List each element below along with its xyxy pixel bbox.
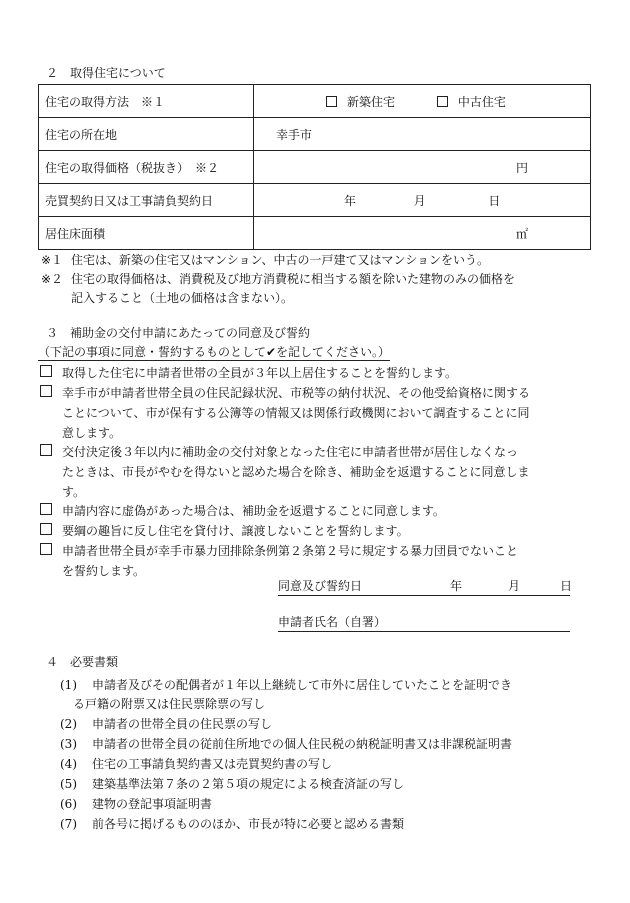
- list-item: [60, 775, 404, 792]
- list-item: [60, 676, 512, 693]
- req-text: る戸籍の附票又は住民票除票の写し: [73, 697, 266, 711]
- agree-text-1: 取得した住宅に申請者世帯の全員が３年以上居住することを誓約します。: [62, 366, 458, 380]
- sqm-unit: ㎡: [515, 226, 528, 241]
- applicant-label: 申請者氏名（自署）: [278, 615, 387, 629]
- agree-day-unit: 日: [560, 579, 573, 593]
- month-unit: 月: [413, 193, 426, 208]
- section4-heading: ４ 必要書類: [46, 655, 119, 669]
- location-field[interactable]: 幸手市: [254, 118, 591, 151]
- used-house-label: 中古住宅: [457, 94, 506, 109]
- req-num: (5): [60, 777, 77, 791]
- table-row: [39, 217, 591, 250]
- req-text: 申請者の世帯全員の住民票の写し: [92, 717, 273, 731]
- floor-area-field[interactable]: [254, 217, 591, 250]
- agree-date-label: 同意及び誓約日: [278, 579, 363, 593]
- req-text: 建物の登記事項証明書: [92, 797, 213, 811]
- agree-text-5: 要綱の趣旨に反し住宅を貸付け、譲渡しないことを誓約します。: [62, 524, 409, 538]
- agree-checkbox-2[interactable]: [40, 385, 52, 397]
- table-row: [39, 118, 591, 151]
- agree-text-6: を誓約します。: [62, 564, 146, 578]
- contract-date-label: 売買契約日又は工事請負契約日: [39, 184, 254, 217]
- note-1: [41, 251, 489, 268]
- list-item: [60, 755, 332, 772]
- list-item: [60, 735, 512, 752]
- section2-heading: ２ 取得住宅について: [46, 66, 166, 80]
- agree-text-3: 交付決定後３年以内に補助金の交付対象となった住宅に申請者世帯が居住しなくなっ: [62, 445, 519, 459]
- agree-text-6: 申請者世帯全員が幸手市暴力団排除条例第２条第２号に規定する暴力団員でないこと: [62, 544, 519, 558]
- acquisition-method-cell: [254, 85, 591, 118]
- list-item: [60, 815, 404, 832]
- req-num: (1): [60, 678, 77, 692]
- day-unit: 日: [488, 193, 501, 208]
- table-row: [39, 151, 591, 184]
- housing-table: [38, 84, 591, 250]
- agree-text-3: たときは、市長がやむを得ないと認めた場合を除き、補助金を返還することに同意しま: [62, 465, 530, 479]
- acquisition-method-label: 住宅の取得方法 ※１: [39, 85, 254, 118]
- yen-unit: 円: [515, 160, 528, 175]
- agree-text-2: ことについて、市が保有する公簿等の情報又は関係行政機関において調査することに同: [62, 406, 530, 420]
- list-item: [60, 795, 212, 812]
- new-house-label: 新築住宅: [347, 94, 396, 109]
- option-used[interactable]: [437, 93, 506, 110]
- req-num: (2): [60, 717, 77, 731]
- agree-text-4: 申請内容に虚偽があった場合は、補助金を返還することに同意します。: [62, 504, 445, 518]
- floor-area-label: 居住床面積: [39, 217, 254, 250]
- note-text: 住宅の取得価格は、消費税及び地方消費税に相当する額を除いた建物のみの価格を: [71, 272, 516, 286]
- note-text: 住宅は、新築の住宅又はマンション、中古の一戸建て又はマンションをいう。: [71, 253, 489, 267]
- agree-text-2: 幸手市が申請者世帯全員の住民記録状況、市税等の納付状況、その他受給資格に関する: [62, 386, 531, 400]
- used-house-checkbox[interactable]: [437, 96, 448, 107]
- option-new[interactable]: [326, 93, 395, 110]
- req-text: 申請者の世帯全員の従前住所地での個人住民税の納税証明書又は非課税証明書: [92, 737, 513, 751]
- note-2: [41, 270, 515, 287]
- agree-year-unit: 年: [450, 579, 463, 593]
- req-num: (6): [60, 797, 77, 811]
- agree-checkbox-4[interactable]: [40, 503, 52, 515]
- note-2-cont: [71, 289, 293, 306]
- req-num: (3): [60, 737, 77, 751]
- req-text: 住宅の工事請負契約書又は売買契約書の写し: [92, 757, 333, 771]
- list-item: [60, 715, 272, 732]
- location-label: 住宅の所在地: [39, 118, 254, 151]
- agree-checkbox-6[interactable]: [40, 543, 52, 555]
- table-row: [39, 184, 591, 217]
- applicant-signature-line[interactable]: [278, 616, 570, 632]
- agree-checkbox-3[interactable]: [40, 444, 52, 456]
- req-num: (7): [60, 817, 77, 831]
- table-row: [39, 85, 591, 118]
- req-num: (4): [60, 757, 77, 771]
- new-house-checkbox[interactable]: [326, 96, 337, 107]
- price-field[interactable]: [254, 151, 591, 184]
- req-text: 建築基準法第７条の２第５項の規定による検査済証の写し: [92, 777, 405, 791]
- section3-heading: ３ 補助金の交付申請にあたっての同意及び誓約: [46, 326, 311, 340]
- agree-text-3: す。: [62, 485, 86, 499]
- agree-text-2: 意します。: [62, 426, 122, 440]
- note-mark: ※１: [41, 253, 64, 267]
- price-label: 住宅の取得価格（税抜き） ※２: [39, 151, 254, 184]
- list-item-cont: [73, 695, 265, 712]
- note-text: 記入すること（土地の価格は含まない）。: [71, 291, 294, 305]
- year-unit: 年: [344, 193, 357, 208]
- note-mark: ※２: [41, 272, 64, 286]
- section3-instruction: （下記の事項に同意・誓約するものとして✔を記してください。）: [38, 345, 391, 359]
- agree-checkbox-5[interactable]: [40, 523, 52, 535]
- agree-month-unit: 月: [508, 579, 521, 593]
- agree-checkbox-1[interactable]: [40, 365, 52, 377]
- req-text: 前各号に掲げるもののほか、市長が特に必要と認める書類: [92, 817, 405, 831]
- req-text: 申請者及びその配偶者が１年以上継続して市外に居住していたことを証明でき: [92, 678, 513, 692]
- contract-date-field[interactable]: [254, 184, 591, 217]
- agree-date-line[interactable]: [278, 579, 573, 596]
